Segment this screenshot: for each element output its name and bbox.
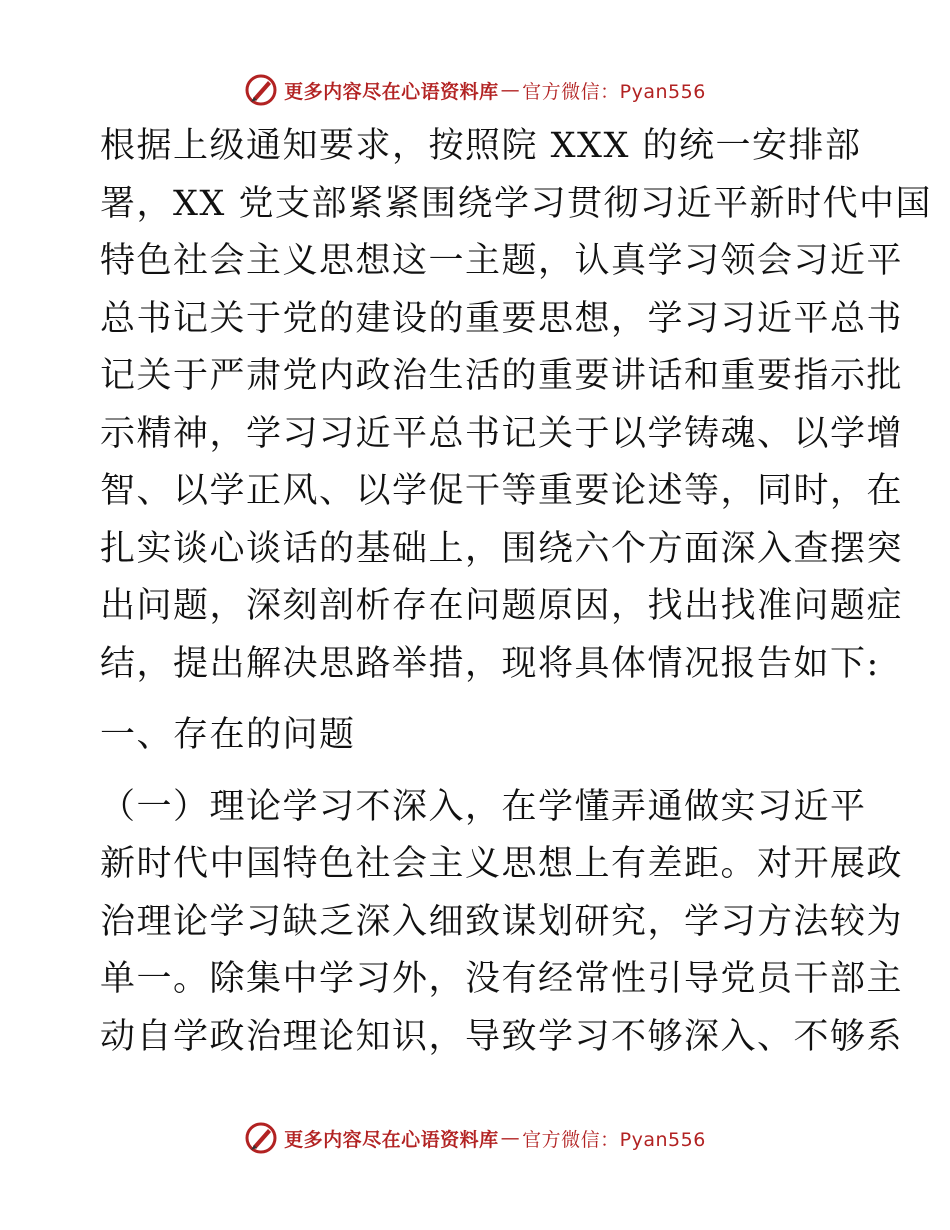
text-line: （一）理论学习不深入，在学懂弄通做实习近平 <box>100 786 867 827</box>
text-line: 扎实谈心谈话的基础上，围绕六个方面深入查摆突 <box>100 528 904 569</box>
text-line: 署，XX 党支部紧紧围绕学习贯彻习近平新时代中国 <box>100 183 932 224</box>
ink-pen-seal-icon <box>244 73 278 107</box>
text-line: 记关于严肃党内政治生活的重要讲话和重要指示批 <box>100 356 904 396</box>
text-line: 单一。除集中学习外，没有经常性引导党员干部主 <box>100 959 904 999</box>
text-line: 治理论学习缺乏深入细致谋划研究，学习方法较为 <box>100 901 904 942</box>
text-line: 新时代中国特色社会主义思想上有差距。对开展政 <box>100 844 904 884</box>
watermark-text: 更多内容尽在心语资料库 <box>284 80 499 103</box>
ink-pen-seal-icon <box>244 1121 278 1155</box>
subsection-paragraph <box>100 779 904 1067</box>
text-line: 动自学政治理论知识，导致学习不够深入、不够系 <box>100 1016 904 1057</box>
watermark-separator: — <box>500 1127 521 1149</box>
section-heading: 一、存在的问题 <box>100 715 356 755</box>
text-line: 智、以学正风、以学促干等重要论述等，同时，在 <box>100 471 904 511</box>
watermark-text: 更多内容尽在心语资料库 <box>284 1128 499 1151</box>
text-line: 特色社会主义思想这一主题，认真学习领会习近平 <box>100 241 904 281</box>
text-line: 示精神，学习习近平总书记关于以学铸魂、以学增 <box>100 413 904 454</box>
text-line: 根据上级通知要求，按照院 XXX 的统一安排部 <box>100 126 862 166</box>
bottom-watermark-banner <box>0 1118 950 1158</box>
text-line: 结，提出解决思路举措，现将具体情况报告如下: <box>100 643 880 684</box>
text-line: 总书记关于党的建设的重要思想，学习习近平总书 <box>100 298 904 339</box>
text-line: 出问题，深刻剖析存在问题原因，找出找准问题症 <box>100 586 904 626</box>
intro-paragraph <box>100 118 932 693</box>
document-body <box>100 118 932 1066</box>
top-watermark-banner <box>0 70 950 110</box>
watermark-separator: — <box>500 79 521 101</box>
watermark-suffix: 官方微信：Pyan556 <box>522 80 706 103</box>
watermark-suffix: 官方微信：Pyan556 <box>522 1128 706 1151</box>
